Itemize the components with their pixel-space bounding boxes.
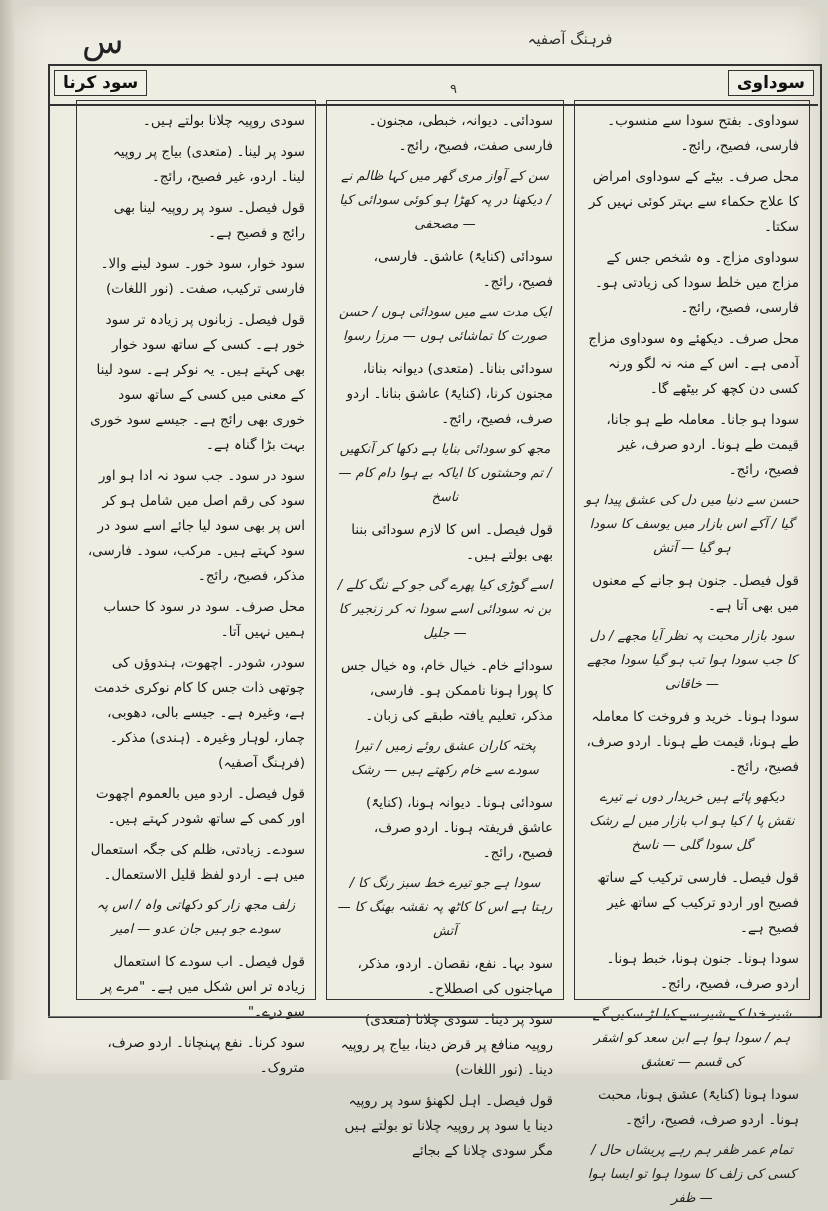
dictionary-entry: سوداوی۔ بفتح سودا سے منسوب۔ فارسی، فصیح، رائج۔ — [607, 113, 799, 154]
dictionary-entry: قول فیصل۔ اردو میں بالعموم اچھوت اور کمی کے ساتھ شودر کہتے ہیں۔ — [95, 786, 305, 827]
column-middle — [326, 100, 564, 1159]
dictionary-entry: سودر، شودر۔ اچھوت، ہندوؤں کی چوتھی ذات جس کا کام نوکری خدمت ہے، وغیرہ ہے۔ جیسے بالی، دھوبی، چمار، لوہار وغیرہ۔ (ہندی) مذکر۔ (فرہنگ آصفیہ) — [94, 655, 305, 771]
dictionary-entry: سودائے خام۔ خیال خام، وہ خیال جس کا پورا ہونا ناممکن ہو۔ فارسی، مذکر، تعلیم یافتہ طبقے کی زبان۔ — [340, 658, 553, 724]
dictionary-entry: سودا ہونا۔ جنون ہونا، خبط ہونا۔ اردو صرف، فصیح، رائج۔ — [606, 951, 799, 992]
dictionary-entry: قول فیصل۔ اہل لکھنؤ سود پر روپیہ دینا یا سود پر روپیہ چلانا تو بولتے ہیں مگر سودی چلانا کے بجائے — [344, 1093, 553, 1159]
page-corner-mark: س — [82, 22, 124, 62]
verse-quote: سن کے آواز مری گھر میں کہا ظالم نے / دیکھنا در پہ کھڑا ہو کوئی سودائی کیا — مصحفی — [339, 169, 551, 232]
dictionary-entry: سودائی بنانا۔ (متعدی) دیوانہ بنانا، مجنون کرنا، (کنایۃً) عاشق بنانا۔ اردو صرف، فصیح، رائج۔ — [346, 361, 553, 427]
dictionary-entry: قول فیصل۔ اس کا لازم سودائی بننا بھی بولتے ہیں۔ — [351, 522, 553, 563]
dictionary-entry: سود خوار، سود خور۔ سود لینے والا۔ فارسی ترکیب، صفت۔ (نور اللغات) — [100, 256, 305, 297]
running-head: فرہنگ آصفیہ — [527, 30, 613, 48]
dictionary-entry: سودا ہونا (کنایۃً) عشق ہونا، محبت ہونا۔ اردو صرف، فصیح، رائج۔ — [598, 1087, 799, 1128]
headword-right: سوداوی — [728, 70, 814, 96]
dictionary-entry: سود کرنا۔ نفع پہنچانا۔ اردو صرف، متروک۔ — [107, 1035, 305, 1076]
verse-quote: پختہ کاران عشق روئے زمیں / تیرا سودے سے خام رکھتے ہیں — رشک — [351, 739, 539, 778]
verse-quote: سودا ہے جو تیرے خط سبز رنگ کا / رہتا ہے اس کا کاٹھ پہ نقشہ بھنگ کا — آتش — [337, 876, 553, 939]
verse-quote: حسن سے دنیا میں دل کی عشق پیدا ہو گیا / آکے اس بازار میں یوسف کا سودا ہو گیا — آتش — [585, 493, 799, 556]
verse-quote: مجھ کو سودائی بنایا ہے دکھا کر آنکھیں / تم وحشتوں کا ایاکہ بے ہوا دام کام — ناسخ — [338, 442, 552, 505]
dictionary-entry: قول فیصل۔ جنون ہو جانے کے معنوں میں بھی آتا ہے۔ — [592, 573, 799, 614]
dictionary-entry: قول فیصل۔ فارسی ترکیب کے ساتھ فصیح اور اردو ترکیب کے ساتھ غیر فصیح ہے۔ — [597, 870, 799, 936]
dictionary-entry: محل صرف۔ بیٹے کے سوداوی امراض کا علاج حکماء سے بہتر کوئی نہیں کر سکتا۔ — [588, 169, 799, 235]
headword-left: سود کرنا — [54, 70, 147, 96]
dictionary-entry: قول فیصل۔ سود پر روپیہ لینا بھی رائج و فصیح ہے۔ — [113, 200, 305, 241]
dictionary-entry: قول فیصل۔ زبانوں پر زیادہ تر سود خور ہے۔ کسی کے ساتھ سود خوار بھی کہتے ہیں۔ یہ نوکر ہے۔ سود لینا کے معنی میں کسی کے ساتھ سود خوری بھی رائج ہے۔ جیسے سود خوری بہت بڑا گناہ ہے۔ — [90, 312, 305, 453]
dictionary-entry: سودا ہو جانا۔ معاملہ طے ہو جانا، قیمت طے ہونا۔ اردو صرف، غیر فصیح، رائج۔ — [606, 412, 799, 478]
dictionary-entry: سودائی (کنایۃً) عاشق۔ فارسی، فصیح، رائج۔ — [373, 249, 553, 290]
verse-quote: اسے گوڑی کیا پھرے گی جو کے ننگ کلے / بن نہ سودائی اسے سودا نہ کر زنجیر کا — جلیل — [337, 578, 553, 641]
dictionary-entry: سود پر دینا۔ سودی چلانا (متعدی) روپیہ منافع پر قرض دینا، بیاج پر روپیہ دینا۔ (نور اللغات) — [340, 1012, 553, 1078]
dictionary-entry: محل صرف۔ سود در سود کا حساب ہمیں نہیں آتا۔ — [103, 599, 305, 640]
verse-quote: تمام عمر ظفر ہم رہے پریشاں حال / کسی کی زلف کا سودا ہوا تو ایسا ہوا — ظفر — [587, 1143, 797, 1206]
dictionary-entry: سودائی ہونا۔ دیوانہ ہونا، (کنایۃً) عاشق فریفتہ ہونا۔ اردو صرف، فصیح، رائج۔ — [366, 795, 553, 861]
dictionary-entry: قول فیصل۔ اب سودے کا استعمال زیادہ تر اس شکل میں ہے۔ "مرے پر سو درے۔" — [100, 954, 305, 1020]
dictionary-entry: سود در سود۔ جب سود نہ ادا ہو اور سود کی رقم اصل میں شامل ہو کر اس پر بھی سود لیا جائے اسے سود در سود کہتے ہیں۔ مرکب، سود۔ فارسی، مذکر، فصیح، رائج۔ — [87, 468, 305, 584]
scan-edge — [0, 0, 14, 1080]
dictionary-entry: سودے۔ زیادتی، ظلم کی جگہ استعمال میں ہے۔ اردو لفظ قلیل الاستعمال۔ — [90, 842, 305, 883]
dictionary-entry: سوداوی مزاج۔ وہ شخص جس کے مزاج میں خلط سودا کی زیادتی ہو۔ فارسی، فصیح، رائج۔ — [594, 250, 799, 316]
column-left — [76, 100, 316, 1076]
dictionary-entry: سود بہا۔ نفع، نقصان۔ اردو، مذکر، مہاجنوں کی اصطلاح۔ — [357, 956, 553, 997]
verse-quote: دیکھو پائے ہیں خریدار دوں نے تیرے نقش پا / کیا ہو اب بازار میں لے رشک گل سودا گلی — ناسخ — [589, 790, 795, 853]
dictionary-entry: سودا ہونا۔ خرید و فروخت کا معاملہ طے ہونا، قیمت طے ہونا۔ اردو صرف، فصیح، رائج۔ — [586, 709, 799, 775]
folio-number: ٩ — [450, 82, 457, 97]
column-right — [574, 100, 810, 1206]
dictionary-entry: سود پر لینا۔ (متعدی) بیاج پر روپیہ لینا۔ اردو، غیر فصیح، رائج۔ — [112, 144, 305, 185]
dictionary-entry: سودائی۔ دیوانہ، خبطی، مجنون۔ فارسی صفت، فصیح، رائج۔ — [368, 113, 553, 154]
dictionary-entry: محل صرف۔ دیکھئے وہ سوداوی مزاج آدمی ہے۔ اس کے منہ نہ لگو ورنہ کسی دن کچھ کر بیٹھے گا۔ — [588, 331, 799, 397]
verse-quote: ایک مدت سے میں سودائی ہوں / حسن صورت کا تماشائی ہوں — مرزا رسوا — [338, 305, 552, 344]
verse-quote: زلف مجھ زار کو دکھاتی واہ / اس پہ سودے جو ہیں جان عدو — امیر — [96, 898, 296, 937]
dictionary-entry: سودی روپیہ چلانا بولتے ہیں۔ — [142, 113, 305, 129]
verse-quote: سود بازار محبت پہ نظر آیا مجھے / دل کا جب سودا ہوا تب ہو گیا سودا مجھے — خاقانی — [587, 629, 797, 692]
verse-quote: شیر خدا کے شیر سے کیا لڑ سکیں گے ہم / سودا ہوا ہے ابن سعد کو اشقر کی قسم — تعشق — [592, 1007, 792, 1070]
footer-rule — [48, 1016, 818, 1017]
